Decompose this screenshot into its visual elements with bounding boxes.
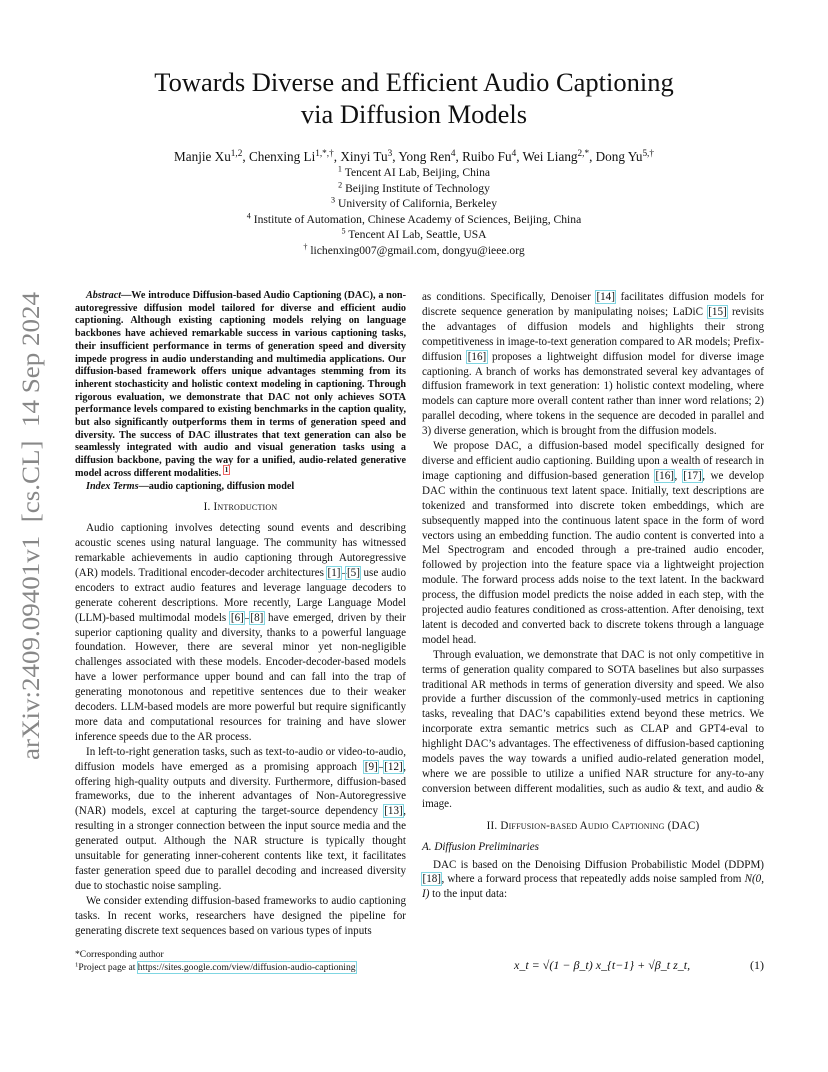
citation-link[interactable]: [15]: [708, 305, 727, 318]
intro-paragraph-3: We consider extending diffusion-based frameworks to audio captioning tasks. In recent works, researchers have designed the pipeline for generating discrete text sequences based on various types of inputs: [75, 894, 406, 937]
dac-paragraph: DAC is based on the Denoising Diffusion Probabilistic Model (DDPM) [18], where a forward process that repeatedly adds noise sampled from N(0, I) to the input data:: [422, 858, 764, 901]
citation-link[interactable]: [14]: [596, 291, 615, 303]
author: Chenxing $Li^{1,*,\dagger}$: [248, 147, 334, 164]
right-column: [422, 290, 764, 902]
title-line-1: Towards Diverse and Efficient Audio Captioning: [154, 67, 674, 97]
arxiv-id-text: arXiv:2409.09401v1 [cs.CL] 14 Sep 2024: [16, 318, 45, 760]
footnote-corresponding: *Corresponding author: [75, 949, 164, 960]
citation-link[interactable]: [8]: [250, 611, 264, 624]
equation-1: [422, 958, 764, 978]
footnote-project-page: $^1$Project page at https://sites.google.com/view/diffusion-audio-captioning: [75, 961, 356, 973]
citation-link[interactable]: [1]: [327, 566, 341, 579]
author: Manjie Xu$^{1,2}$: [174, 147, 243, 164]
citation-link[interactable]: [9]: [364, 760, 378, 773]
citation-link[interactable]: [17]: [683, 469, 702, 482]
author: Dong $Yu^{5,\dagger}$: [595, 147, 654, 164]
paper-title: [80, 66, 748, 130]
intro-paragraph-5: We propose DAC, a diffusion-based model specifically designed for diverse and efficient audio captioning. Building upon a wealth of research in image captioning and diffusion-based generation [16], [17], we develop DAC within the continuous text latent space. Initially, text descriptions are tokenized and transformed into discrete token embeddings, which are subsequently mapped into the continuous latent space in the form of word vectors using an embedding function. The audio content is converted into a Mel Spectrogram and encoded through a pre-trained audio encoder, followed by projection into the feature space via a lightweight projection module. The forward process adds noise to the text latent. In the backward process, the diffusion model predicts the noise added in each step, with the projected audio features conditioned as cross-attention. After denoising, text latent is decoded and converted back to discrete tokens through a language model head.: [422, 440, 765, 646]
affiliation-list: [80, 165, 748, 258]
equation-body: x_t = √(1 − β_t) x_{t−1} + √β_t z_t,: [514, 958, 691, 972]
left-column: [75, 290, 406, 939]
citation-link[interactable]: [6]: [230, 611, 244, 624]
citation-link[interactable]: [13]: [384, 805, 403, 818]
section-heading-dac: II. Diffusion-based Audio Captioning (DAC): [486, 819, 700, 832]
subsection-heading-diffusion-preliminaries: A. Diffusion Preliminaries: [422, 840, 539, 853]
affiliation: $^4$ Institute of Automation, Chinese Academy of Sciences, Beijing, China: [246, 211, 582, 226]
footnotes: [75, 948, 410, 974]
abstract: Abstract—We introduce Diffusion-based Audio Captioning (DAC), a non-autoregressive diffusion model tailored for diverse and efficient audio captioning. Although existing captioning models relying on language backbones have achieved remarkable success in various captioning tasks, their insufficient performance in terms of generation speed and diversity impede progress in audio understanding and multimedia applications. Our diffusion-based framework offers unique advantages stemming from its inherent stochasticity and holistic context modeling in captioning. Through rigorous evaluation, we demonstrate that DAC not only achieves SOTA performance levels compared to existing benchmarks in the caption quality, but also significantly outperforms them in terms of generation speed and diversity. The success of DAC illustrates that text generation can also be seamlessly integrated with audio and visual generation tasks using a diffusion backbone, paving the way for a unified, audio-related generative model across different modalities. $^1$: [75, 290, 406, 479]
section-heading-introduction: I. Introduction: [203, 501, 278, 514]
contact-emails: † lichenxing007@gmail.com, dongyu@ieee.org: [303, 242, 525, 257]
citation-link[interactable]: [5]: [346, 566, 360, 579]
title-line-2: via Diffusion Models: [300, 99, 528, 129]
citation-link[interactable]: [18]: [422, 873, 441, 886]
affiliation: $^1$ Tencent AI Lab, Beijing, China: [337, 164, 491, 179]
footnote-1-link[interactable]: 1: [224, 465, 229, 474]
author: Wei Liang$^{2,*}$: [522, 147, 590, 164]
author: Ruibo Fu$^4$: [462, 147, 517, 164]
citation-link[interactable]: [16]: [655, 469, 674, 482]
intro-paragraph-4: as conditions. Specifically, Denoiser [14] facilitates diffusion models for discrete sequence generation by manipulating noises; LaDiC [15] revisits the advantages of diffusion models and highlights their strong competitiveness in image-to-text generation compared to AR models; Prefix-diffusion [16] proposes a lightweight diffusion model for diverse image captioning. A branch of works has demonstrated several key advantages of diffusion framework in text generation: 1) holistic context modeling, where models can capture more overall content rather than inner word relations; 2) parallel decoding, where tokens in the sequence are decoded in parallel and 3) diverse generation, which is brought from the diffusion models.: [422, 291, 764, 438]
normal-distribution-symbol: N(0, I): [422, 873, 764, 901]
citation-link[interactable]: [16]: [467, 350, 487, 363]
author: Xinyi Tu$^3$: [340, 147, 393, 164]
arxiv-identifier-stamp: [9, 290, 49, 760]
project-page-link[interactable]: https://sites.google.com/view/diffusion-audio-captioning: [137, 962, 356, 973]
affiliation: $^5$ Tencent AI Lab, Seattle, USA: [341, 226, 487, 241]
intro-paragraph-1: Audio captioning involves detecting sound events and describing acoustic scenes using natural language. The community has witnessed remarkable achievements in audio captioning through Autoregressive (AR) models. Traditional encoder-decoder architectures [1]–[5] use audio encoders to extract audio features and leverage language decoders to generate coherent descriptions. More recently, Large Language Model (LLM)-based multimodal models [6]–[8] have emerged, driven by their superior captioning quality and diversity, thanks to a powerful language foundation. However, there are several minor yet non-negligible challenges associated with these models. Encoder-decoder-based models have a lower performance upper bound and can fall into the trap of generating monotonous and repetitive sentences due to their weaker decoders. LLM-based models are more powerful but require significantly more data and computational resources for training and have slower inference speeds due to the AR process.: [75, 522, 406, 743]
author: Yong Ren$^4$: [398, 147, 456, 164]
intro-paragraph-6: Through evaluation, we demonstrate that DAC is not only competitive in terms of generation quality compared to SOTA baselines but also surpasses traditional AR methods in terms of generation diversity and speed. We also provide a further discussion of the commonly-used metrics in captioning tasks, revealing that DAC’s capabilities extend beyond these metrics. We incorporate extra semantic metrics such as CLAP and GPT4-eval to highlight DAC’s advantages. The effectiveness of diffusion-based captioning models paves the way towards a unified audio-related generation model, where we are possible to utilize a unified NAR structure for any-to-any conversion between different modalities, such as audio & text, and audio & image.: [422, 648, 764, 810]
affiliation: $^2$ Beijing Institute of Technology: [338, 180, 490, 195]
citation-link[interactable]: [12]: [384, 760, 403, 773]
affiliation: $^3$ University of California, Berkeley: [330, 195, 497, 210]
intro-paragraph-2: In left-to-right generation tasks, such as text-to-audio or video-to-audio, diffusion models have emerged as a promising approach [9]–[12], offering high-quality outputs and diversity. Furthermore, diffusion-based frameworks, due to the inherent advantages of Non-Autoregressive (NAR) models, excel at capturing the target-source dependency [13], resulting in a stronger connection between the input source media and the generated output. Although the NAR structure is typically thought unsuitable for generating inner-coherent contents like text, it facilitates faster generation speed due to parallel decoding and increased diversity due to stochastic noise sampling.: [75, 745, 406, 892]
equation-number: (1): [750, 958, 764, 972]
index-terms: Index Terms—audio captioning, diffusion model: [86, 480, 295, 492]
author-list: Manjie Xu$^{1,2}$, Chenxing $Li^{1,*,\dagger}$, Xinyi Tu$^3$, Yong Ren$^4$, Ruibo Fu$^4$, Wei Liang$^{2,*}$, Dong $Yu^{5,\dagger}$: [174, 147, 654, 164]
